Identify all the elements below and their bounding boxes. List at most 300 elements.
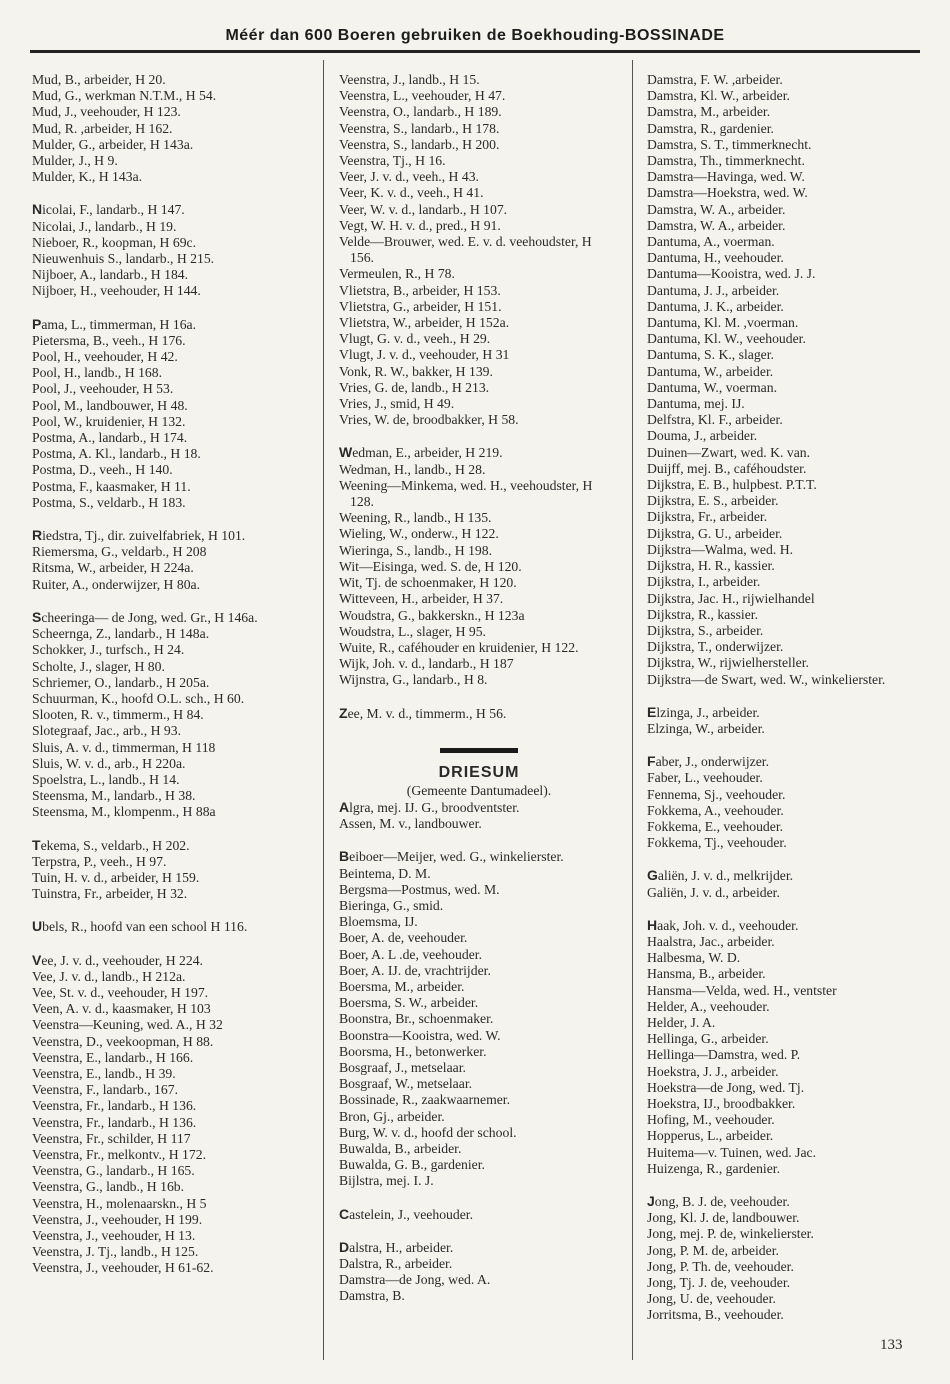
entry-text: Haalstra, Jac., arbeider. bbox=[647, 933, 775, 949]
directory-entry bbox=[32, 707, 312, 723]
directory-entry bbox=[32, 642, 312, 658]
directory-entry bbox=[339, 543, 619, 559]
section-rule bbox=[440, 748, 518, 753]
entry-text: Wieringa, S., landb., H 198. bbox=[339, 542, 493, 558]
directory-entry bbox=[647, 1243, 937, 1259]
entry-text: Postma, S., veldarb., H 183. bbox=[32, 494, 186, 510]
directory-entry bbox=[339, 1141, 619, 1157]
entry-text: Wijnstra, G., landarb., H 8. bbox=[339, 672, 488, 688]
entry-text: Boorsma, H., betonwerker. bbox=[339, 1043, 487, 1059]
directory-entry bbox=[647, 1259, 937, 1275]
column-1 bbox=[32, 72, 312, 1277]
group-gap bbox=[32, 300, 312, 316]
directory-entry bbox=[647, 428, 937, 444]
directory-entry bbox=[339, 218, 619, 234]
entry-text: Damstra, R., gardenier. bbox=[647, 120, 774, 136]
group-gap bbox=[32, 593, 312, 609]
directory-entry bbox=[647, 607, 937, 623]
directory-entry bbox=[32, 446, 312, 462]
directory-entry bbox=[647, 787, 937, 803]
directory-entry bbox=[32, 952, 312, 969]
entry-initial-letter: V bbox=[32, 951, 42, 968]
directory-entry bbox=[32, 1001, 312, 1017]
entry-text: Tuin, H. v. d., arbeider, H 159. bbox=[32, 869, 200, 885]
entry-text: Fokkema, A., veehouder. bbox=[647, 802, 784, 818]
entry-text: Hellinga, G., arbeider. bbox=[647, 1031, 769, 1047]
directory-entry bbox=[32, 495, 312, 511]
entry-text: Vries, W. de, broodbakker, H 58. bbox=[339, 412, 519, 428]
entry-text: bels, R., hoofd van een school H 116. bbox=[42, 919, 248, 935]
entry-text: Hoekstra, IJ., broodbakker. bbox=[647, 1095, 796, 1111]
entry-text: Helder, A., veehouder. bbox=[647, 998, 770, 1014]
entry-text: aak, Joh. v. d., veehouder. bbox=[657, 917, 799, 933]
directory-entry bbox=[647, 104, 937, 120]
entry-text: Vonk, R. W., bakker, H 139. bbox=[339, 363, 493, 379]
directory-entry bbox=[647, 445, 937, 461]
entry-text: Elzinga, W., arbeider. bbox=[647, 720, 765, 736]
entry-text: Delfstra, Kl. F., arbeider. bbox=[647, 412, 783, 428]
entry-text: Dantuma—Kooistra, wed. J. J. bbox=[647, 266, 816, 282]
directory-entry bbox=[32, 691, 312, 707]
directory-entry bbox=[339, 412, 619, 428]
entry-text: Vries, G. de, landb., H 213. bbox=[339, 379, 490, 395]
entry-text: Dantuma, S. K., slager. bbox=[647, 347, 774, 363]
entry-text: Assen, M. v., landbouwer. bbox=[339, 816, 482, 832]
entry-text: Boer, A. L .de, veehouder. bbox=[339, 946, 483, 962]
entry-text: Woudstra, L., slager, H 95. bbox=[339, 623, 486, 639]
entry-text: aliën, J. v. d., melkrijder. bbox=[657, 868, 794, 884]
entry-text: Bron, Gj., arbeider. bbox=[339, 1108, 445, 1124]
group-gap bbox=[339, 722, 619, 738]
entry-text: Scholte, J., slager, H 80. bbox=[32, 658, 165, 674]
entry-text: Veenstra, L., veehouder, H 47. bbox=[339, 88, 506, 104]
entry-text: Dantuma, Kl. M. ,voerman. bbox=[647, 315, 799, 331]
directory-entry bbox=[647, 1161, 937, 1177]
directory-entry bbox=[647, 266, 937, 282]
entry-text: Ritsma, W., arbeider, H 224a. bbox=[32, 560, 194, 576]
directory-entry bbox=[32, 723, 312, 739]
page-header: Méér dan 600 Boeren gebruiken de Boekhouding-BOSSINADE bbox=[225, 27, 725, 44]
directory-entry bbox=[339, 947, 619, 963]
entry-text: Vermeulen, R., H 78. bbox=[339, 266, 455, 282]
group-gap bbox=[32, 821, 312, 837]
entry-text: Damstra, S. T., timmerknecht. bbox=[647, 136, 812, 152]
directory-entry bbox=[32, 153, 312, 169]
group-gap bbox=[647, 1177, 937, 1193]
entry-text: icolai, F., landarb., H 147. bbox=[42, 202, 185, 218]
directory-entry bbox=[647, 1291, 937, 1307]
entry-initial-letter: T bbox=[32, 836, 41, 853]
directory-entry bbox=[32, 1050, 312, 1066]
entry-text: ama, L., timmerman, H 16a. bbox=[41, 316, 197, 332]
entry-text: Halbesma, W. D. bbox=[647, 950, 741, 966]
entry-text: Hofing, M., veehouder. bbox=[647, 1112, 775, 1128]
section-title: DRIESUM bbox=[438, 763, 520, 781]
directory-entry bbox=[339, 898, 619, 914]
entry-text: edman, E., arbeider, H 219. bbox=[352, 445, 503, 461]
entry-text: Pool, W., kruidenier, H 132. bbox=[32, 413, 186, 429]
entry-text: Duinen—Zwart, wed. K. van. bbox=[647, 444, 811, 460]
directory-entry bbox=[32, 985, 312, 1001]
entry-text: Jong, U. de, veehouder. bbox=[647, 1291, 776, 1307]
entry-text: Hansma, B., arbeider. bbox=[647, 966, 766, 982]
entry-text: Vlietstra, B., arbeider, H 153. bbox=[339, 282, 501, 298]
entry-text: Burg, W. v. d., hoofd der school. bbox=[339, 1124, 517, 1140]
entry-text: Veenstra, D., veekoopman, H 88. bbox=[32, 1033, 214, 1049]
directory-entry bbox=[32, 1179, 312, 1195]
group-gap bbox=[32, 185, 312, 201]
directory-entry bbox=[647, 917, 937, 934]
directory-entry bbox=[339, 283, 619, 299]
entry-text: Dantuma, J. J., arbeider. bbox=[647, 282, 780, 298]
entry-text: Damstra, W. A., arbeider. bbox=[647, 201, 786, 217]
directory-entry bbox=[339, 559, 619, 575]
directory-entry bbox=[32, 756, 312, 772]
entry-text: Jong, Kl. J. de, landbouwer. bbox=[647, 1210, 800, 1226]
entry-text: Bijlstra, mej. I. J. bbox=[339, 1173, 434, 1189]
entry-text: Veenstra, J. Tj., landb., H 125. bbox=[32, 1244, 199, 1260]
directory-entry bbox=[339, 347, 619, 363]
entry-initial-letter: J bbox=[647, 1193, 655, 1209]
entry-text: Dijkstra, R., kassier. bbox=[647, 606, 759, 622]
entry-text: Hopperus, L., arbeider. bbox=[647, 1128, 774, 1144]
directory-entry bbox=[339, 1076, 619, 1092]
entry-text: Fokkema, E., veehouder. bbox=[647, 818, 784, 834]
entry-text: Vee, St. v. d., veehouder, H 197. bbox=[32, 984, 209, 1000]
entry-text: Nieuwenhuis S., landarb., H 215. bbox=[32, 251, 215, 267]
directory-entry bbox=[32, 969, 312, 985]
directory-entry bbox=[339, 510, 619, 526]
group-gap bbox=[647, 851, 937, 867]
entry-text: Wit—Eisinga, wed. S. de, H 120. bbox=[339, 558, 522, 574]
directory-entry bbox=[647, 1210, 937, 1226]
directory-entry bbox=[32, 1066, 312, 1082]
entry-text: Dijkstra, Jac. H., rijwielhandel bbox=[647, 590, 815, 606]
entry-initial-letter: A bbox=[339, 798, 350, 815]
entry-text: Schokker, J., turfsch., H 24. bbox=[32, 642, 185, 658]
entry-text: Helder, J. A. bbox=[647, 1014, 716, 1030]
directory-entry bbox=[647, 283, 937, 299]
entry-text: Veenstra, G., landb., H 16b. bbox=[32, 1179, 185, 1195]
entry-text: lzinga, J., arbeider. bbox=[656, 704, 760, 720]
entry-text: Pool, H., veehouder, H 42. bbox=[32, 349, 178, 365]
entry-text: cheeringa— de Jong, wed. Gr., H 146a. bbox=[41, 609, 258, 625]
entry-text: Veenstra, J., veehouder, H 13. bbox=[32, 1228, 196, 1243]
entry-text: Faber, L., veehouder. bbox=[647, 770, 763, 786]
directory-entry bbox=[339, 1256, 619, 1272]
directory-entry bbox=[339, 364, 619, 380]
directory-entry bbox=[339, 799, 619, 816]
directory-entry bbox=[647, 721, 937, 737]
entry-text: Dijkstra, Fr., arbeider. bbox=[647, 509, 768, 525]
entry-text: Bossinade, R., zaakwaarnemer. bbox=[339, 1092, 511, 1108]
entry-text: Buwalda, G. B., gardenier. bbox=[339, 1157, 485, 1173]
directory-entry bbox=[647, 1307, 937, 1323]
directory-entry bbox=[339, 104, 619, 120]
directory-entry bbox=[32, 854, 312, 870]
entry-text: Boersma, M., arbeider. bbox=[339, 978, 465, 994]
directory-entry bbox=[339, 914, 619, 930]
entry-text: Bieringa, G., smid. bbox=[339, 897, 444, 913]
entry-text: Buwalda, B., arbeider. bbox=[339, 1140, 462, 1156]
directory-entry bbox=[647, 558, 937, 574]
directory-entry bbox=[32, 1260, 312, 1276]
directory-entry bbox=[32, 219, 312, 235]
entry-text: Dantuma, mej. IJ. bbox=[647, 396, 745, 412]
directory-entry bbox=[647, 1128, 937, 1144]
entry-text: Tuinstra, Fr., arbeider, H 32. bbox=[32, 886, 188, 902]
entry-text: Veer, J. v. d., veeh., H 43. bbox=[339, 169, 479, 185]
entry-text: Veenstra, S., landarb., H 178. bbox=[339, 120, 500, 136]
section-subtitle: (Gemeente Dantumadeel). bbox=[406, 782, 552, 798]
directory-entry bbox=[339, 866, 619, 882]
entry-text: Jong, Tj. J. de, veehouder. bbox=[647, 1275, 791, 1291]
directory-entry bbox=[339, 478, 619, 510]
entry-text: Bosgraaf, W., metselaar. bbox=[339, 1076, 473, 1092]
directory-entry bbox=[647, 623, 937, 639]
directory-entry bbox=[339, 185, 619, 201]
entry-text: Nieboer, R., koopman, H 69c. bbox=[32, 234, 197, 250]
directory-entry bbox=[339, 995, 619, 1011]
entry-text: iedstra, Tj., dir. zuivelfabriek, H 101. bbox=[42, 528, 246, 544]
entry-text: Dantuma, A., voerman. bbox=[647, 234, 775, 250]
entry-initial-letter: S bbox=[32, 608, 42, 625]
entry-text: Boer, A. IJ. de, vrachtrijder. bbox=[339, 962, 491, 978]
group-gap bbox=[339, 428, 619, 444]
entry-text: Hansma—Velda, wed. H., ventster bbox=[647, 982, 837, 998]
directory-entry bbox=[647, 934, 937, 950]
directory-entry bbox=[647, 509, 937, 525]
entry-text: Postma, D., veeh., H 140. bbox=[32, 462, 173, 478]
entry-text: Woudstra, G., bakkerskn., H 123a bbox=[339, 607, 525, 623]
directory-entry bbox=[647, 966, 937, 982]
directory-entry bbox=[647, 1047, 937, 1063]
entry-text: Nijboer, A., landarb., H 184. bbox=[32, 267, 189, 283]
directory-entry bbox=[339, 1028, 619, 1044]
entry-text: Veenstra, E., landb., H 39. bbox=[32, 1065, 176, 1081]
entry-text: Mulder, J., H 9. bbox=[32, 153, 118, 169]
entry-text: Damstra, M., arbeider. bbox=[647, 104, 771, 120]
directory-entry bbox=[32, 837, 312, 854]
directory-entry bbox=[339, 1288, 619, 1304]
directory-entry bbox=[339, 882, 619, 898]
directory-entry bbox=[32, 333, 312, 349]
entry-text: Veenstra, J., veehouder, H 199. bbox=[32, 1211, 203, 1227]
directory-entry bbox=[339, 331, 619, 347]
entry-text: Veer, K. v. d., veeh., H 41. bbox=[339, 185, 484, 201]
entry-text: Dantuma, W., arbeider. bbox=[647, 363, 774, 379]
directory-entry bbox=[32, 560, 312, 576]
directory-entry bbox=[32, 1115, 312, 1131]
entry-text: Postma, F., kaasmaker, H 11. bbox=[32, 478, 191, 494]
group-gap bbox=[647, 688, 937, 704]
directory-entry bbox=[339, 624, 619, 640]
entry-text: Wit, Tj. de schoenmaker, H 120. bbox=[339, 575, 517, 591]
directory-entry bbox=[32, 1196, 312, 1212]
directory-entry bbox=[32, 235, 312, 251]
entry-text: Pool, J., veehouder, H 53. bbox=[32, 381, 174, 397]
entry-text: Damstra, Th., timmerknecht. bbox=[647, 153, 805, 169]
entry-text: Mud, B., arbeider, H 20. bbox=[32, 72, 166, 87]
directory-entry bbox=[647, 250, 937, 266]
entry-text: Sluis, W. v. d., arb., H 220a. bbox=[32, 755, 186, 771]
entry-text: Veenstra, F., landarb., 167. bbox=[32, 1082, 179, 1098]
directory-entry bbox=[647, 380, 937, 396]
entry-text: Schriemer, O., landarb., H 205a. bbox=[32, 674, 210, 690]
directory-entry bbox=[32, 1147, 312, 1163]
entry-text: Douma, J., arbeider. bbox=[647, 428, 758, 444]
directory-entry bbox=[647, 835, 937, 851]
entry-text: Damstra—Havinga, wed. W. bbox=[647, 169, 805, 185]
directory-entry bbox=[32, 1163, 312, 1179]
entry-initial-letter: B bbox=[339, 848, 350, 865]
group-gap bbox=[32, 936, 312, 952]
directory-entry bbox=[339, 1092, 619, 1108]
entry-text: Mulder, K., H 143a. bbox=[32, 169, 143, 185]
entry-text: Postma, A. Kl., landarb., H 18. bbox=[32, 446, 201, 462]
directory-entry bbox=[339, 591, 619, 607]
entry-text: Veenstra, H., molenaarskn., H 5 bbox=[32, 1195, 207, 1211]
entry-text: Damstra—de Jong, wed. A. bbox=[339, 1272, 491, 1288]
directory-entry bbox=[339, 169, 619, 185]
directory-entry bbox=[32, 349, 312, 365]
directory-entry bbox=[339, 1272, 619, 1288]
directory-entry bbox=[647, 493, 937, 509]
entry-text: Hoekstra, J. J., arbeider. bbox=[647, 1063, 779, 1079]
directory-entry bbox=[647, 347, 937, 363]
directory-entry bbox=[339, 202, 619, 218]
entry-text: ee, J. v. d., veehouder, H 224. bbox=[41, 952, 203, 968]
entry-text: Wuite, R., caféhouder en kruidenier, H 122. bbox=[339, 639, 579, 655]
entry-initial-letter: F bbox=[647, 753, 656, 770]
directory-entry bbox=[647, 1145, 937, 1161]
entry-text: Mud, R. ,arbeider, H 162. bbox=[32, 120, 173, 136]
entry-text: Scheernga, Z., landarb., H 148a. bbox=[32, 626, 210, 642]
directory-entry bbox=[339, 656, 619, 672]
directory-entry bbox=[647, 1031, 937, 1047]
directory-entry bbox=[647, 331, 937, 347]
entry-text: Vlietstra, W., arbeider, H 152a. bbox=[339, 315, 510, 331]
entry-text: Damstra, F. W. ,arbeider. bbox=[647, 72, 783, 87]
directory-entry bbox=[32, 430, 312, 446]
directory-entry bbox=[32, 886, 312, 902]
directory-entry bbox=[32, 251, 312, 267]
directory-entry bbox=[32, 121, 312, 137]
entry-text: Fokkema, Tj., veehouder. bbox=[647, 835, 787, 851]
entry-text: Bergsma—Postmus, wed. M. bbox=[339, 881, 500, 897]
directory-entry bbox=[647, 655, 937, 671]
column-divider bbox=[632, 60, 633, 1360]
entry-text: Boer, A. de, veehouder. bbox=[339, 930, 468, 946]
entry-text: Boonstra, Br., schoenmaker. bbox=[339, 1011, 494, 1027]
directory-entry bbox=[647, 299, 937, 315]
directory-entry bbox=[32, 626, 312, 642]
entry-text: Nicolai, J., landarb., H 19. bbox=[32, 218, 177, 234]
entry-text: Damstra, B. bbox=[339, 1288, 405, 1304]
directory-entry bbox=[32, 788, 312, 804]
directory-entry bbox=[339, 396, 619, 412]
entry-text: Jong, P. Th. de, veehouder. bbox=[647, 1258, 794, 1274]
directory-entry bbox=[647, 202, 937, 218]
directory-entry bbox=[647, 999, 937, 1015]
directory-entry bbox=[339, 1157, 619, 1173]
entry-text: Weening, R., landb., H 135. bbox=[339, 510, 492, 526]
entry-text: Bloemsma, IJ. bbox=[339, 914, 418, 930]
entry-text: alstra, H., arbeider. bbox=[349, 1239, 454, 1255]
directory-entry bbox=[32, 365, 312, 381]
directory-entry bbox=[339, 526, 619, 542]
directory-entry bbox=[339, 575, 619, 591]
header-rule bbox=[30, 50, 920, 53]
entry-text: Mud, G., werkman N.T.M., H 54. bbox=[32, 88, 217, 104]
entry-text: Wieling, W., onderw., H 122. bbox=[339, 526, 499, 542]
directory-entry bbox=[32, 104, 312, 120]
entry-text: Pool, H., landb., H 168. bbox=[32, 365, 163, 381]
entry-text: Vlugt, G. v. d., veeh., H 29. bbox=[339, 331, 491, 347]
directory-entry bbox=[647, 803, 937, 819]
entry-initial-letter: E bbox=[647, 703, 657, 720]
entry-text: Mud, J., veehouder, H 123. bbox=[32, 104, 181, 120]
entry-text: Dijkstra, W., rijwielhersteller. bbox=[647, 655, 809, 671]
entry-text: Bosgraaf, J., metselaar. bbox=[339, 1059, 466, 1075]
directory-entry bbox=[339, 72, 619, 88]
directory-entry bbox=[339, 672, 619, 688]
directory-entry bbox=[339, 1239, 619, 1256]
directory-entry bbox=[339, 640, 619, 656]
directory-entry bbox=[647, 950, 937, 966]
directory-entry bbox=[647, 153, 937, 169]
directory-entry bbox=[647, 672, 937, 688]
entry-text: Fennema, Sj., veehouder. bbox=[647, 786, 786, 802]
entry-initial-letter: U bbox=[32, 918, 43, 935]
entry-initial-letter: D bbox=[339, 1238, 350, 1255]
entry-initial-letter: N bbox=[32, 201, 43, 218]
directory-entry bbox=[339, 705, 619, 722]
directory-entry bbox=[32, 414, 312, 430]
entry-text: Terpstra, P., veeh., H 97. bbox=[32, 853, 167, 869]
directory-entry bbox=[339, 608, 619, 624]
entry-text: Vegt, W. H. v. d., pred., H 91. bbox=[339, 217, 501, 233]
directory-entry bbox=[647, 753, 937, 770]
directory-entry bbox=[339, 266, 619, 282]
entry-text: Wijk, Joh. v. d., landarb., H 187 bbox=[339, 656, 514, 672]
group-gap bbox=[647, 901, 937, 917]
directory-entry bbox=[339, 930, 619, 946]
entry-text: Vlietstra, G., arbeider, H 151. bbox=[339, 298, 502, 314]
group-gap bbox=[339, 1223, 619, 1239]
directory-entry bbox=[647, 1064, 937, 1080]
directory-entry bbox=[339, 979, 619, 995]
directory-entry bbox=[32, 398, 312, 414]
entry-text: Mulder, G., arbeider, H 143a. bbox=[32, 136, 194, 152]
directory-entry bbox=[339, 1011, 619, 1027]
directory-entry bbox=[339, 153, 619, 169]
directory-entry bbox=[647, 591, 937, 607]
entry-text: Damstra, Kl. W., arbeider. bbox=[647, 88, 790, 104]
directory-entry bbox=[647, 542, 937, 558]
directory-entry bbox=[32, 267, 312, 283]
entry-text: Veenstra, E., landarb., H 166. bbox=[32, 1049, 194, 1065]
directory-entry bbox=[339, 1173, 619, 1189]
entry-text: Postma, A., landarb., H 174. bbox=[32, 430, 188, 446]
directory-entry bbox=[339, 848, 619, 865]
group-gap bbox=[339, 689, 619, 705]
directory-entry bbox=[339, 137, 619, 153]
entry-text: Dijkstra, T., onderwijzer. bbox=[647, 639, 784, 655]
directory-entry bbox=[32, 527, 312, 544]
directory-entry bbox=[339, 1125, 619, 1141]
directory-entry bbox=[647, 121, 937, 137]
